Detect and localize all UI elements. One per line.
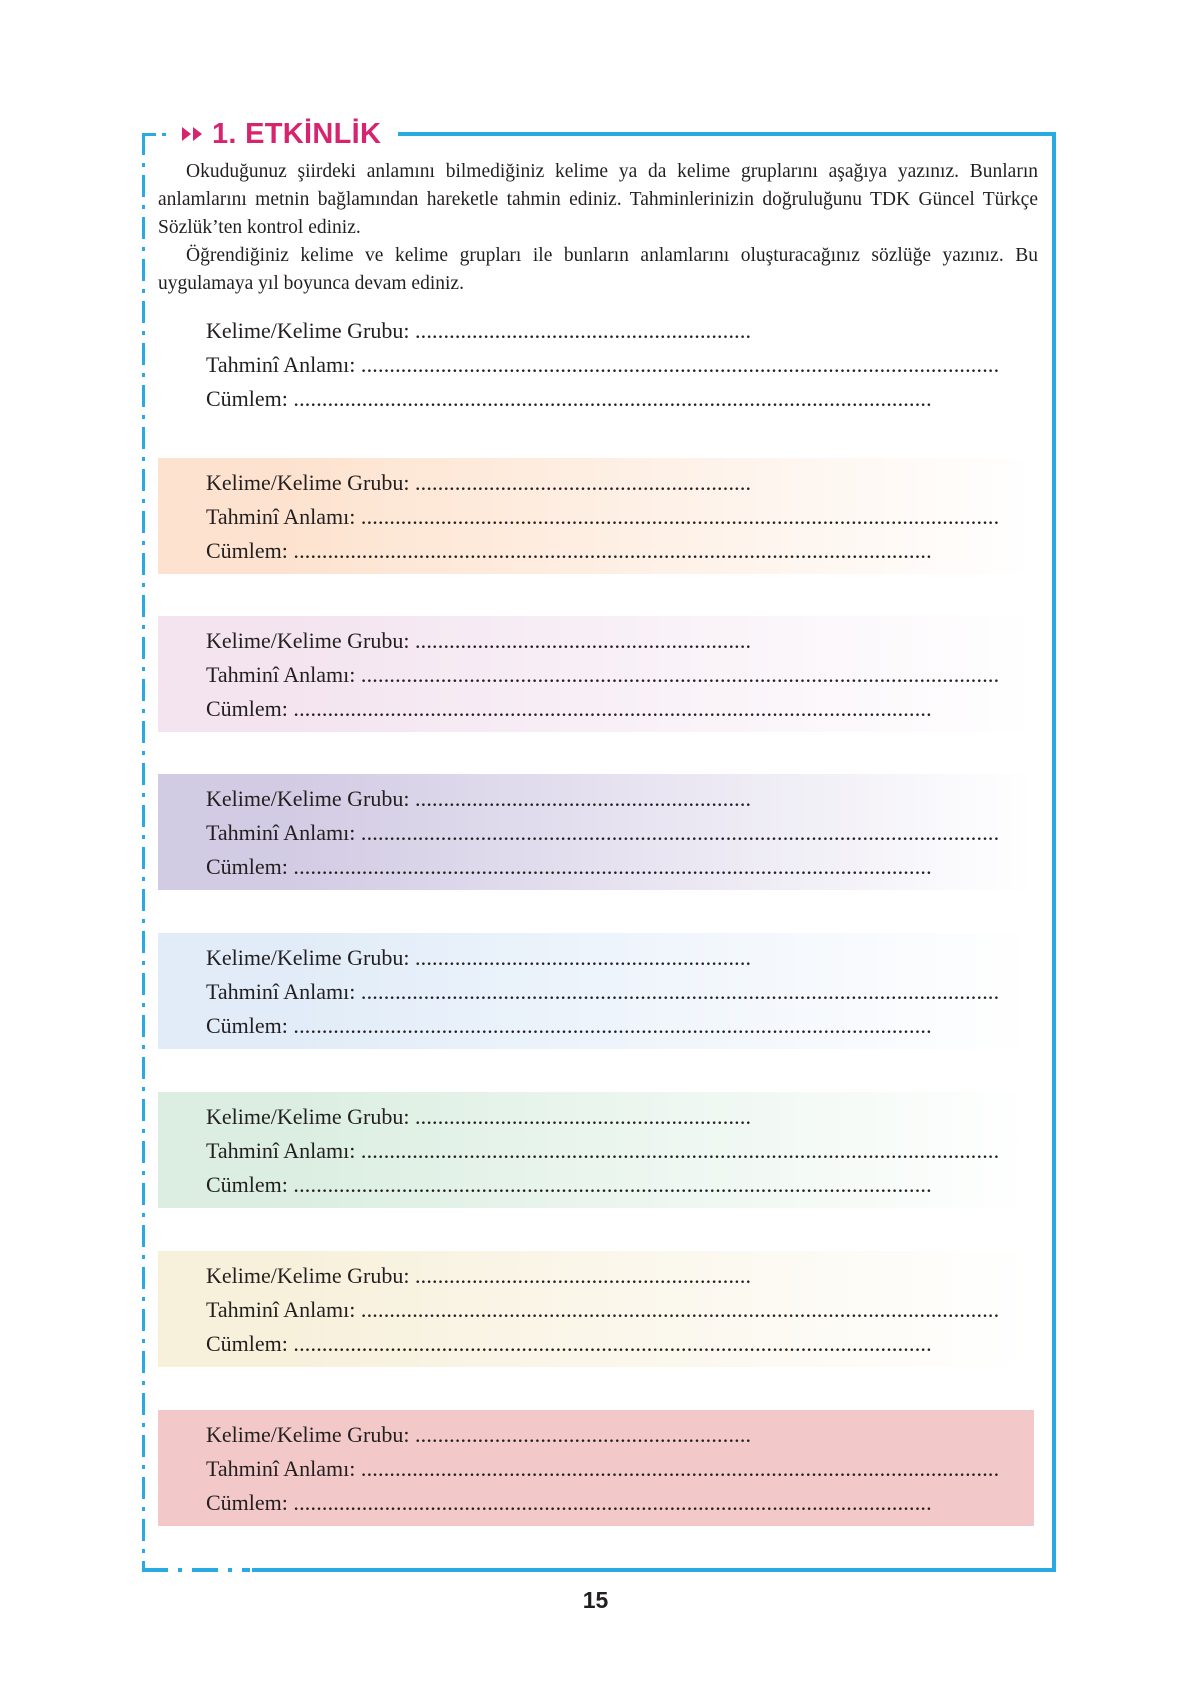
word-blank[interactable]: ........................................................... xyxy=(414,318,752,343)
vocabulary-entry xyxy=(158,1092,1034,1208)
word-row[interactable] xyxy=(206,1104,826,1130)
word-blank[interactable]: ........................................................... xyxy=(414,945,752,970)
word-blank[interactable]: ........................................................... xyxy=(414,786,752,811)
meaning-blank[interactable]: ................................................................................................................ xyxy=(360,352,1000,377)
sentence-blank[interactable]: ................................................................................................................ xyxy=(293,1490,932,1515)
frame-right-border xyxy=(1052,132,1056,1572)
word-row[interactable] xyxy=(206,318,826,344)
meaning-row[interactable] xyxy=(206,504,1040,530)
meaning-blank[interactable]: ................................................................................................................ xyxy=(360,1297,1000,1322)
meaning-label: Tahminî Anlamı: xyxy=(206,979,356,1004)
sentence-blank[interactable]: ................................................................................................................ xyxy=(293,538,932,563)
vocabulary-entry xyxy=(158,458,1034,574)
double-arrow-icon xyxy=(182,127,204,141)
sentence-blank[interactable]: ................................................................................................................ xyxy=(293,1331,932,1356)
vocabulary-entry xyxy=(158,306,1034,422)
instruction-paragraph-1: Okuduğunuz şiirdeki anlamını bilmediğiniz kelime ya da kelime gruplarını aşağıya yazınız. Bunların anlamlarını metnin bağlamından hareketle tahmin ediniz. Tahminlerinizin doğruluğunu TDK Güncel Türkçe Sözlük’ten kontrol ediniz. xyxy=(158,161,1038,238)
meaning-blank[interactable]: ................................................................................................................ xyxy=(360,504,1000,529)
meaning-label: Tahminî Anlamı: xyxy=(206,662,356,687)
vocabulary-entry xyxy=(158,616,1034,732)
activity-header xyxy=(178,116,389,152)
word-label: Kelime/Kelime Grubu: xyxy=(206,786,410,811)
frame-left-dashed-border xyxy=(142,133,145,1572)
sentence-label: Cümlem: xyxy=(206,386,288,411)
frame-bottom-border xyxy=(252,1568,1056,1572)
meaning-blank[interactable]: ................................................................................................................ xyxy=(360,662,1000,687)
meaning-row[interactable] xyxy=(206,352,1040,378)
frame-bottom-dashed-border xyxy=(142,1568,250,1572)
word-row[interactable] xyxy=(206,1263,826,1289)
meaning-label: Tahminî Anlamı: xyxy=(206,1297,356,1322)
frame-top-border xyxy=(398,132,1056,136)
sentence-row[interactable] xyxy=(206,854,1040,880)
activity-instructions xyxy=(158,158,1038,298)
meaning-row[interactable] xyxy=(206,820,1040,846)
meaning-row[interactable] xyxy=(206,1297,1040,1323)
word-label: Kelime/Kelime Grubu: xyxy=(206,470,410,495)
word-label: Kelime/Kelime Grubu: xyxy=(206,628,410,653)
sentence-label: Cümlem: xyxy=(206,1490,288,1515)
word-row[interactable] xyxy=(206,470,826,496)
sentence-label: Cümlem: xyxy=(206,538,288,563)
meaning-blank[interactable]: ................................................................................................................ xyxy=(360,820,1000,845)
word-blank[interactable]: ........................................................... xyxy=(414,1104,752,1129)
word-label: Kelime/Kelime Grubu: xyxy=(206,1422,410,1447)
word-blank[interactable]: ........................................................... xyxy=(414,628,752,653)
word-blank[interactable]: ........................................................... xyxy=(414,1263,752,1288)
meaning-blank[interactable]: ................................................................................................................ xyxy=(360,1456,1000,1481)
word-row[interactable] xyxy=(206,1422,826,1448)
meaning-row[interactable] xyxy=(206,1456,1040,1482)
sentence-label: Cümlem: xyxy=(206,1013,288,1038)
sentence-row[interactable] xyxy=(206,538,1040,564)
sentence-blank[interactable]: ................................................................................................................ xyxy=(293,1013,932,1038)
sentence-label: Cümlem: xyxy=(206,1172,288,1197)
meaning-label: Tahminî Anlamı: xyxy=(206,504,356,529)
sentence-blank[interactable]: ................................................................................................................ xyxy=(293,696,932,721)
meaning-row[interactable] xyxy=(206,979,1040,1005)
meaning-label: Tahminî Anlamı: xyxy=(206,1138,356,1163)
page-number: 15 xyxy=(582,1587,609,1613)
sentence-label: Cümlem: xyxy=(206,1331,288,1356)
vocabulary-entry xyxy=(158,933,1034,1049)
frame-top-dashed-border xyxy=(142,133,176,136)
meaning-row[interactable] xyxy=(206,1138,1040,1164)
instruction-paragraph-2: Öğrendiğiniz kelime ve kelime grupları ile bunların anlamlarını oluşturacağınız sözlüğe yazınız. Bu uygulamaya yıl boyunca devam ediniz. xyxy=(158,245,1038,294)
vocabulary-entry xyxy=(158,774,1034,890)
sentence-row[interactable] xyxy=(206,1172,1040,1198)
meaning-blank[interactable]: ................................................................................................................ xyxy=(360,1138,1000,1163)
activity-title: 1. ETKİNLİK xyxy=(212,117,382,150)
vocabulary-entry xyxy=(158,1251,1034,1367)
meaning-blank[interactable]: ................................................................................................................ xyxy=(360,979,1000,1004)
meaning-label: Tahminî Anlamı: xyxy=(206,352,356,377)
sentence-label: Cümlem: xyxy=(206,854,288,879)
word-label: Kelime/Kelime Grubu: xyxy=(206,1104,410,1129)
meaning-label: Tahminî Anlamı: xyxy=(206,820,356,845)
word-label: Kelime/Kelime Grubu: xyxy=(206,945,410,970)
meaning-row[interactable] xyxy=(206,662,1040,688)
word-row[interactable] xyxy=(206,945,826,971)
sentence-row[interactable] xyxy=(206,386,1040,412)
word-label: Kelime/Kelime Grubu: xyxy=(206,318,410,343)
sentence-row[interactable] xyxy=(206,696,1040,722)
sentence-row[interactable] xyxy=(206,1331,1040,1357)
word-blank[interactable]: ........................................................... xyxy=(414,1422,752,1447)
sentence-row[interactable] xyxy=(206,1490,1040,1516)
word-row[interactable] xyxy=(206,628,826,654)
sentence-row[interactable] xyxy=(206,1013,1040,1039)
sentence-blank[interactable]: ................................................................................................................ xyxy=(293,386,932,411)
word-blank[interactable]: ........................................................... xyxy=(414,470,752,495)
word-row[interactable] xyxy=(206,786,826,812)
sentence-label: Cümlem: xyxy=(206,696,288,721)
word-label: Kelime/Kelime Grubu: xyxy=(206,1263,410,1288)
meaning-label: Tahminî Anlamı: xyxy=(206,1456,356,1481)
sentence-blank[interactable]: ................................................................................................................ xyxy=(293,854,932,879)
vocabulary-entry xyxy=(158,1410,1034,1526)
sentence-blank[interactable]: ................................................................................................................ xyxy=(293,1172,932,1197)
